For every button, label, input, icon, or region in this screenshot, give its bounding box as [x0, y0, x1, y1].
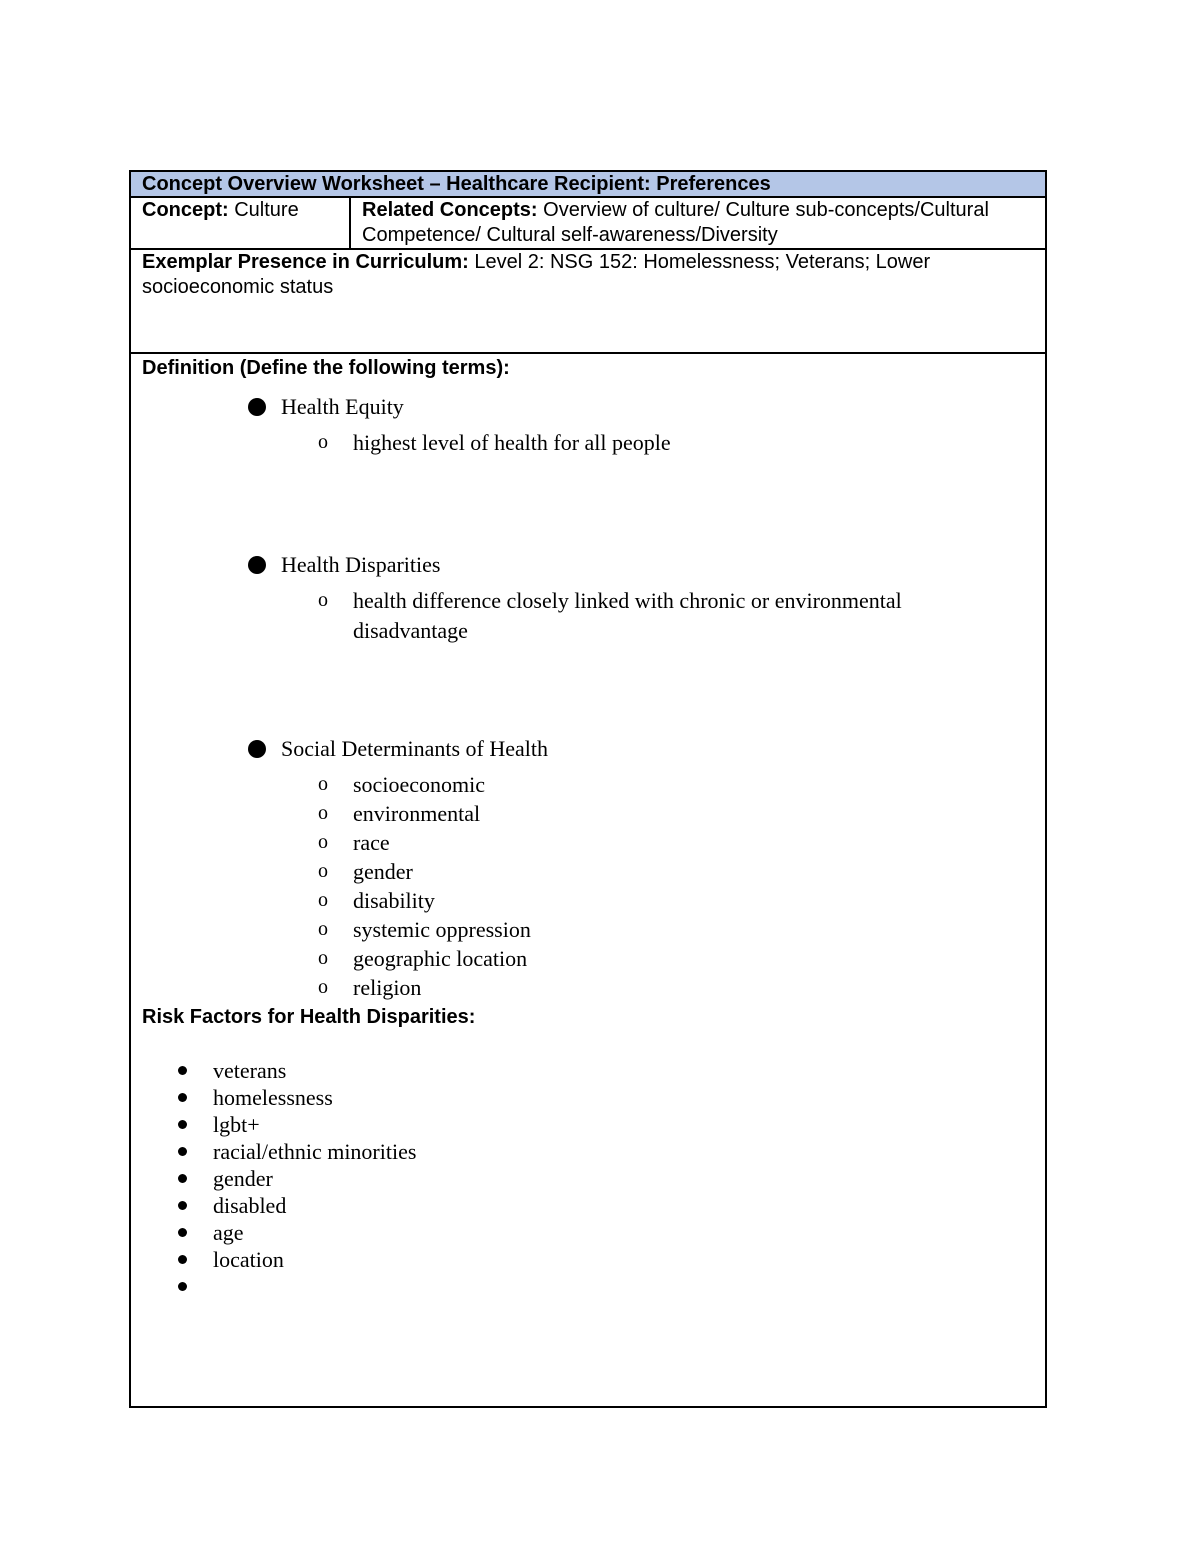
- sub-item-text: religion: [353, 975, 422, 1000]
- bullet-icon: [178, 1147, 187, 1156]
- sub-bullet-icon: o: [318, 802, 328, 824]
- definition-heading: Definition (Define the following terms):: [142, 357, 510, 379]
- related-concepts-label: Related Concepts:: [362, 199, 538, 221]
- exemplar-row: [131, 250, 1045, 354]
- risk-factor-text: veterans: [213, 1058, 287, 1083]
- term-label: Health Equity: [281, 394, 404, 419]
- bullet-icon: [178, 1228, 187, 1237]
- risk-factors-heading: Risk Factors for Health Disparities:: [142, 1006, 476, 1028]
- risk-factor-text: age: [213, 1220, 244, 1245]
- bullet-icon: [178, 1066, 187, 1075]
- risk-factor-text: homelessness: [213, 1085, 333, 1110]
- bullet-icon: [178, 1093, 187, 1102]
- definition-section: [131, 354, 1045, 1406]
- exemplar-label: Exemplar Presence in Curriculum:: [142, 251, 469, 273]
- sub-bullet-icon: o: [318, 773, 328, 795]
- sub-bullet-icon: o: [318, 889, 328, 911]
- sub-bullet-icon: o: [318, 431, 328, 453]
- sub-bullet-icon: o: [318, 589, 328, 611]
- bullet-icon: [178, 1174, 187, 1183]
- risk-factor-text: lgbt+: [213, 1112, 260, 1137]
- bullet-icon: [248, 740, 266, 758]
- sub-bullet-icon: o: [318, 918, 328, 940]
- risk-factor-text: racial/ethnic minorities: [213, 1139, 417, 1164]
- bullet-icon: [178, 1201, 187, 1210]
- sub-item-text: environmental: [353, 801, 481, 826]
- bullet-icon: [178, 1120, 187, 1129]
- sub-item-text: socioeconomic: [353, 772, 485, 797]
- bullet-icon: [178, 1255, 187, 1264]
- bullet-icon: [248, 398, 266, 416]
- sub-item-text: highest level of health for all people: [353, 430, 671, 455]
- risk-factor-text: location: [213, 1247, 284, 1272]
- sub-item-text: systemic oppression: [353, 917, 531, 942]
- worksheet-title: Concept Overview Worksheet – Healthcare Recipient: Preferences: [131, 172, 1045, 198]
- bullet-icon: [248, 556, 266, 574]
- term-label: Social Determinants of Health: [281, 736, 548, 761]
- risk-factor-text: disabled: [213, 1193, 287, 1218]
- bullet-icon: [178, 1282, 187, 1291]
- term-label: Health Disparities: [281, 552, 441, 577]
- concept-cell: [131, 198, 349, 248]
- sub-bullet-icon: o: [318, 947, 328, 969]
- sub-item-text: geographic location: [353, 946, 528, 971]
- sub-bullet-icon: o: [318, 831, 328, 853]
- related-concepts-cell: [349, 198, 1045, 248]
- sub-bullet-icon: o: [318, 860, 328, 882]
- concept-row: [131, 198, 1045, 250]
- sub-bullet-icon: o: [318, 976, 328, 998]
- risk-factor-text: gender: [213, 1166, 273, 1191]
- concept-value: Culture: [234, 199, 299, 221]
- sub-item-text: race: [353, 830, 390, 855]
- sub-item-text: disability: [353, 888, 435, 913]
- sub-item-text: health difference closely linked with chronic or environmental disadvantage: [353, 588, 902, 643]
- related-concepts-value: Overview of culture/ Culture sub-concepts/Cultural Competence/ Cultural self-awareness/Diversity: [362, 199, 989, 246]
- concept-label: Concept:: [142, 199, 229, 221]
- exemplar-value: Level 2: NSG 152: Homelessness; Veterans; Lower socioeconomic status: [142, 251, 931, 298]
- worksheet-table: [129, 170, 1047, 1408]
- sub-item-text: gender: [353, 859, 413, 884]
